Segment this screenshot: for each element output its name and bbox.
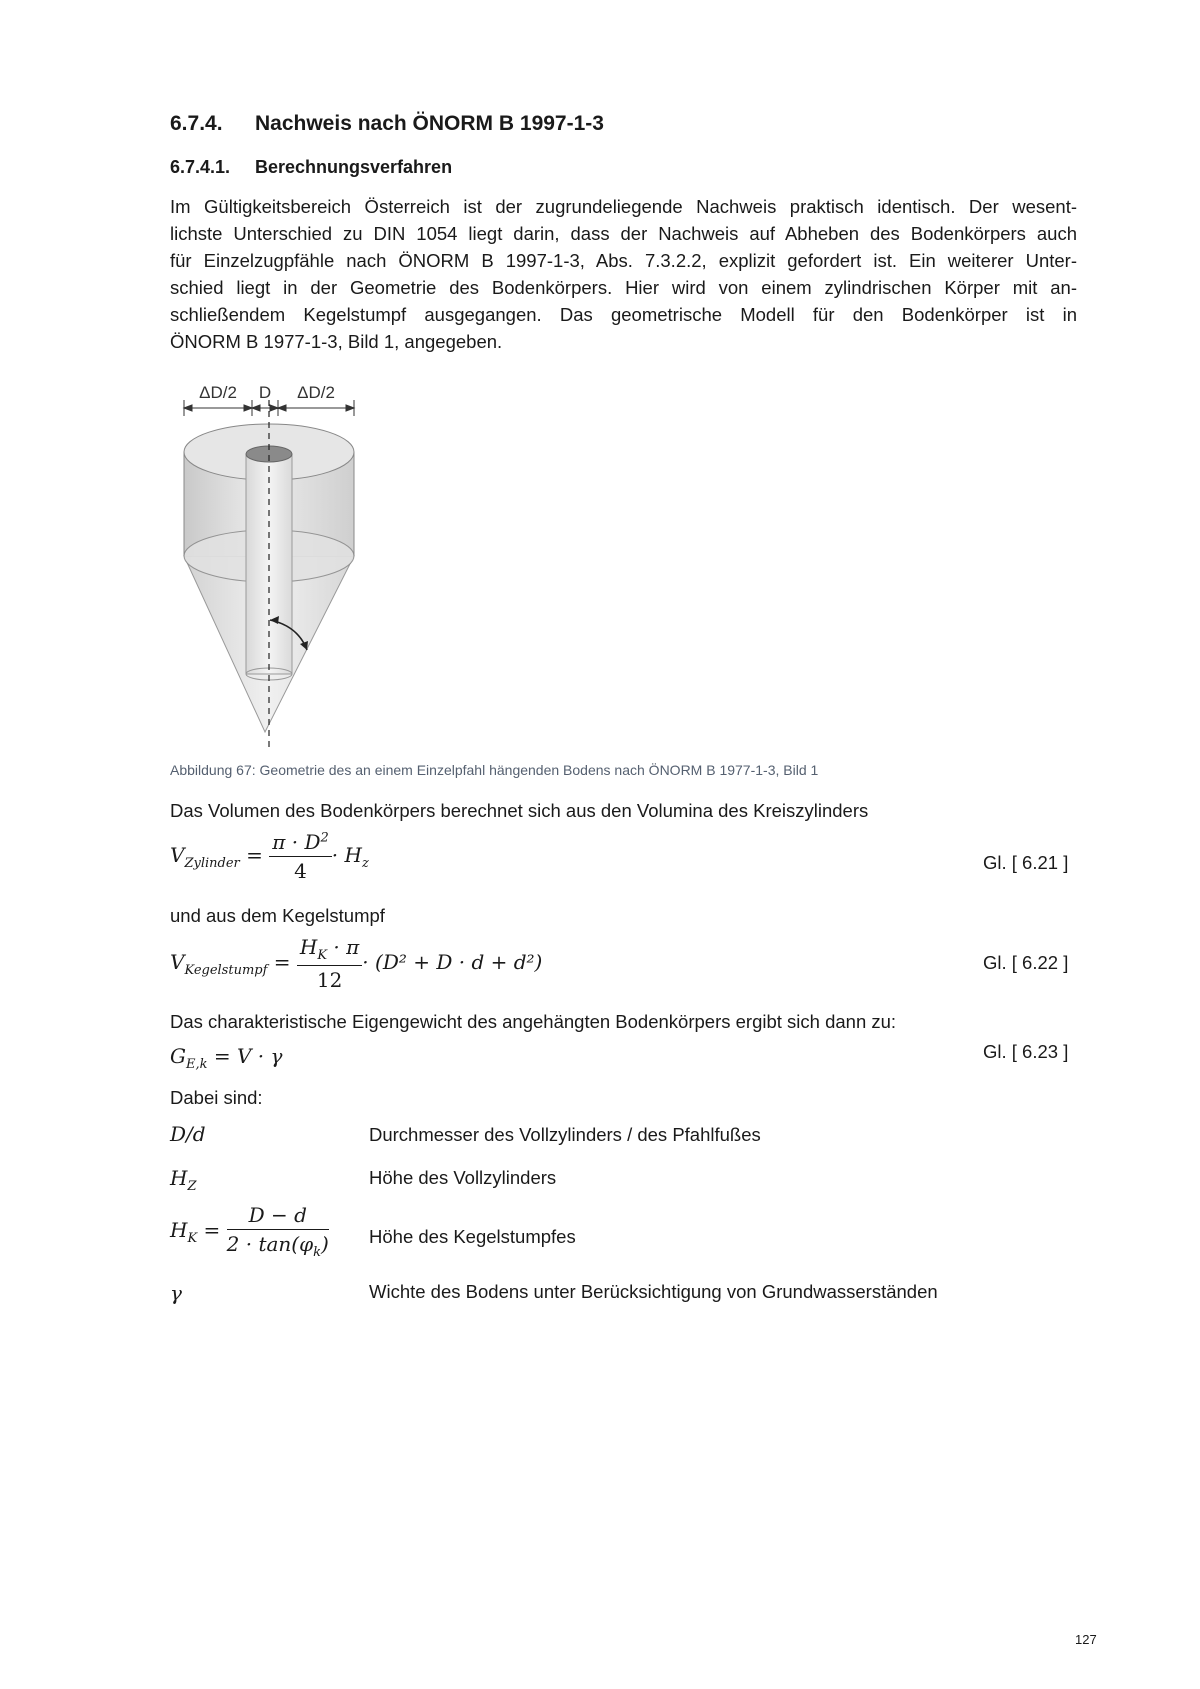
pile <box>246 454 292 674</box>
equation-cone: $V_{Kegelstumpf}$ = $\frac{H_K \cdot \pi}{12}$ · (D² + D · d + d²) <box>170 935 543 992</box>
definition-text: Wichte des Bodens unter Berücksichtigung von Grundwasserständen <box>369 1281 938 1302</box>
intro-line: Im Gültigkeitsbereich Österreich ist der zugrundeliegende Nachweis praktisch identisch. Der wesent- <box>170 196 1077 217</box>
where-text: Dabei sind: <box>170 1087 263 1108</box>
dimension-label-center: D <box>258 383 272 402</box>
dimension-label-left: ΔD/2 <box>199 383 237 402</box>
intro-line: schied liegt in der Geometrie des Bodenkörpers. Hier wird von einem zylindrischen Körper mit an- <box>170 277 1077 298</box>
definition-symbol: D/d <box>170 1122 206 1146</box>
definition-symbol: $H_K$ = $\frac{D - d}{2 \cdot \tan(\varphi_k)}$ <box>170 1203 329 1260</box>
figure-caption: Abbildung 67: Geometrie des an einem Einzelpfahl hängenden Bodens nach ÖNORM B 1977-1-3, Bild 1 <box>170 762 819 778</box>
section-heading <box>170 112 604 136</box>
definition-text: Höhe des Vollzylinders <box>369 1167 557 1188</box>
intro-line: lichste Unterschied zu DIN 1054 liegt darin, dass der Nachweis auf Abheben des Bodenkörpers auch <box>170 223 1077 244</box>
soil-body-figure <box>160 372 390 752</box>
equation-cylinder: $V_{Zylinder}$ = $\frac{\pi \cdot D^2}{4}$ · $H_z$ <box>170 830 369 883</box>
cone-text: und aus dem Kegelstumpf <box>170 905 385 926</box>
definition-symbol: γ <box>170 1281 182 1305</box>
definition-text: Durchmesser des Vollzylinders / des Pfahlfußes <box>369 1124 761 1145</box>
dimension-label-right: ΔD/2 <box>297 383 335 402</box>
intro-line: für Einzelzugpfähle nach ÖNORM B 1997-1-3, Abs. 7.3.2.2, explizit gefordert ist. Ein weiterer Unter- <box>170 250 1077 271</box>
definition-symbol: $H_Z$ <box>170 1166 197 1194</box>
subsection-title: Berechnungsverfahren <box>255 157 453 177</box>
page-number: 127 <box>1075 1632 1097 1647</box>
equation-weight: $G_{E,k} = V \cdot \gamma$ <box>170 1044 283 1072</box>
weight-text: Das charakteristische Eigengewicht des angehängten Bodenkörpers ergibt sich dann zu: <box>170 1011 897 1032</box>
subsection-heading <box>170 157 452 178</box>
definition-text: Höhe des Kegelstumpfes <box>369 1226 576 1247</box>
equation-reference: Gl. [ 6.21 ] <box>983 852 1069 873</box>
intro-line: schließendem Kegelstumpf ausgegangen. Das geometrische Modell für den Bodenkörper ist in <box>170 304 1077 325</box>
section-title: Nachweis nach ÖNORM B 1997-1-3 <box>255 112 604 135</box>
subsection-number: 6.7.4.1. <box>170 157 231 177</box>
section-number: 6.7.4. <box>170 112 223 135</box>
equation-reference: Gl. [ 6.23 ] <box>983 1041 1069 1062</box>
volume-text: Das Volumen des Bodenkörpers berechnet sich aus den Volumina des Kreiszylinders <box>170 800 869 821</box>
equation-reference: Gl. [ 6.22 ] <box>983 952 1069 973</box>
intro-line: ÖNORM B 1977-1-3, Bild 1, angegeben. <box>170 331 503 352</box>
